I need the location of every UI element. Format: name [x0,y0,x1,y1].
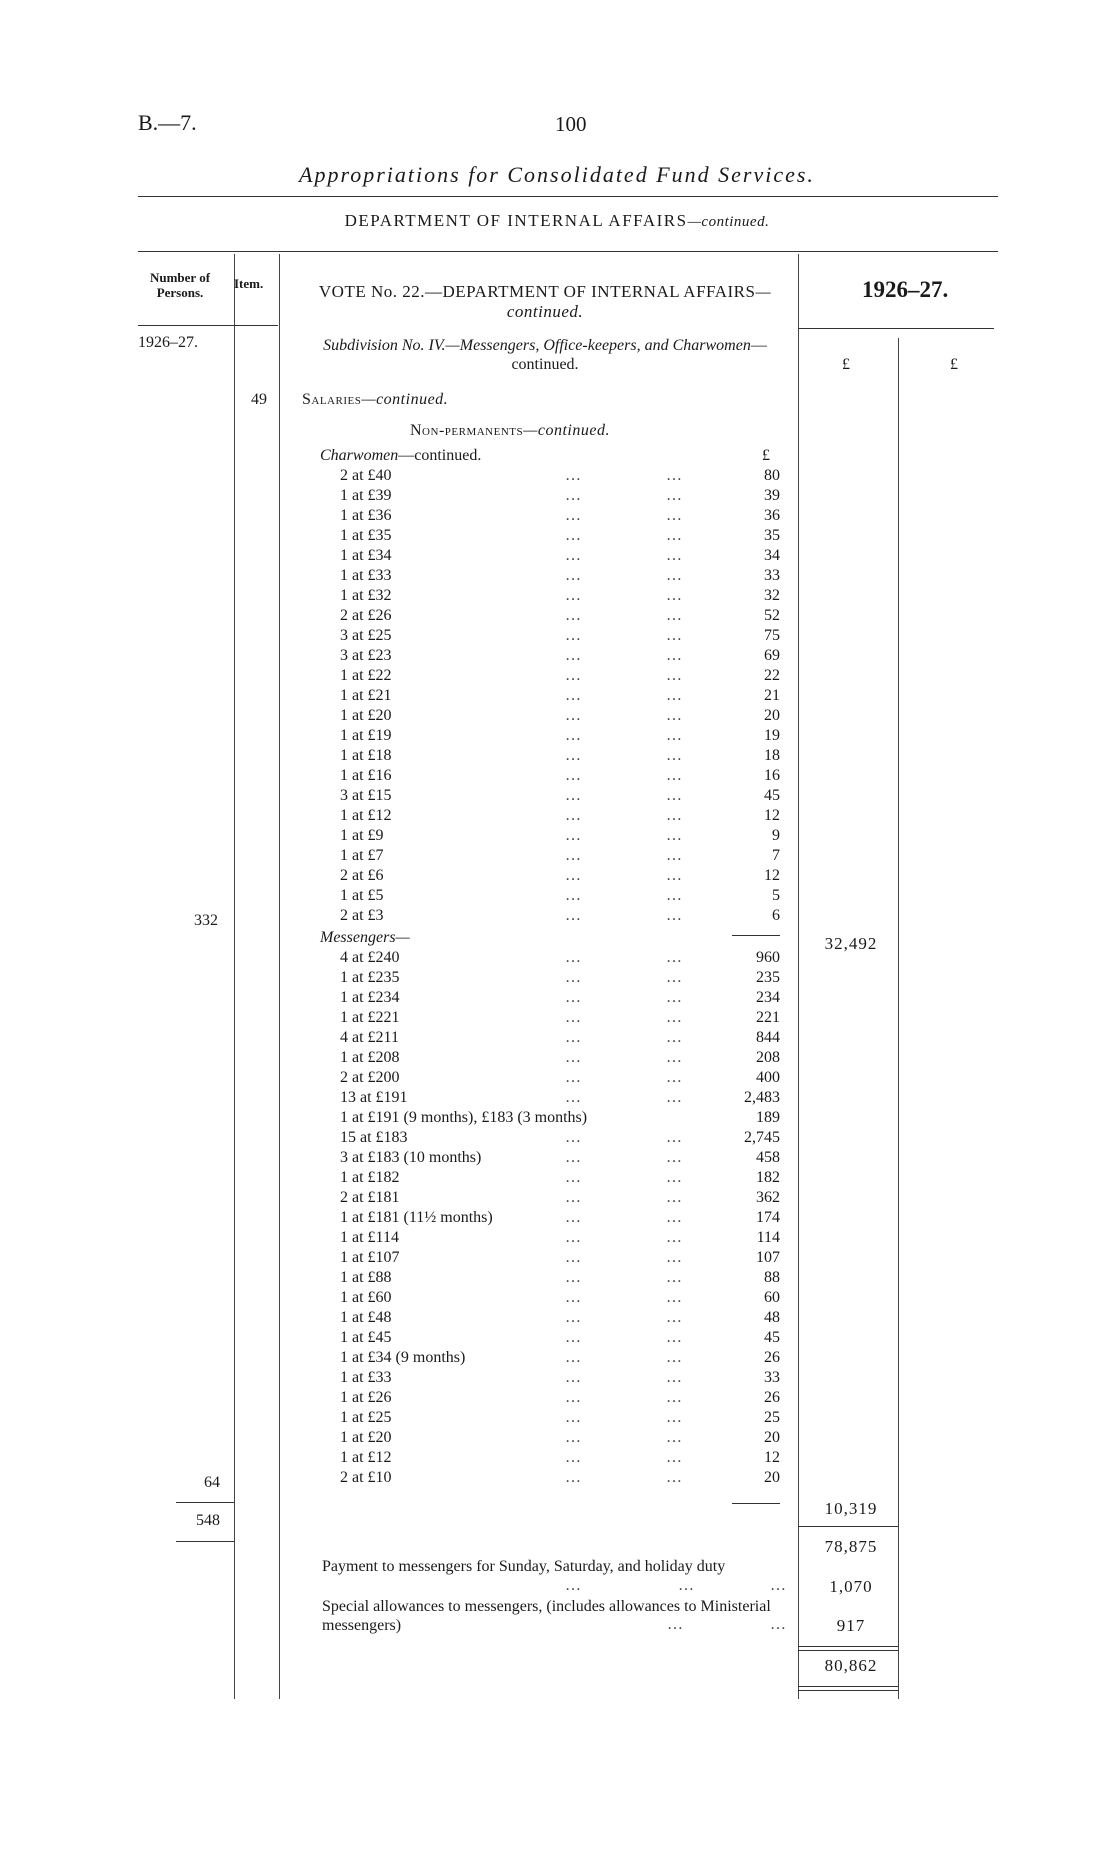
row-amount: 33 [764,567,780,584]
table-top-rule [138,251,998,252]
row-amount: 2,483 [744,1089,780,1106]
row-label: 1 at £181 (11½ months) [340,1209,493,1226]
row-label: 1 at £22 [340,667,392,684]
charwomen-total: 32,492 [824,934,878,953]
table-row [300,1408,780,1428]
item-number: 49 [251,391,267,408]
leader-dots: … [565,1029,582,1046]
table-row [300,766,780,786]
currency-symbol: £ [842,356,850,373]
leader-dots: … [666,1089,683,1106]
row-amount: 88 [764,1269,780,1286]
row-amount: 458 [756,1149,780,1166]
table-row [300,1448,780,1468]
leader-dots: … [666,1009,683,1026]
table-row [300,466,780,486]
grand-total: 80,862 [824,1656,878,1675]
row-label: 3 at £23 [340,647,392,664]
row-label: 1 at £60 [340,1289,392,1306]
row-label: 1 at £9 [340,827,384,844]
subdivision-heading: Subdivision No. IV.—Messengers, Office-keepers, and Charwomen—continued. [323,337,767,373]
table-row [300,1428,780,1448]
row-label: 2 at £200 [340,1069,400,1086]
row-amount: 6 [772,907,780,924]
leader-dots: … [666,1189,683,1206]
table-row [300,1128,780,1148]
leader-dots: … [565,1269,582,1286]
table-row [300,486,780,506]
leader-dots: … [565,1389,582,1406]
header-rule-left [138,325,278,326]
row-amount: 234 [756,989,780,1006]
leader-dots: … [565,687,582,704]
row-label: 1 at £234 [340,989,400,1006]
leader-dots: … [666,747,683,764]
leader-dots: … [565,1189,582,1206]
row-label: 1 at £7 [340,847,384,864]
leader-dots: … [565,727,582,744]
table-row [300,1308,780,1328]
charwomen-persons: 332 [194,912,218,929]
leader-dots: … [565,647,582,664]
table-row [300,806,780,826]
row-label: 1 at £32 [340,587,392,604]
leader-dots: … [565,1209,582,1226]
table-row [300,1268,780,1288]
table-row [300,1348,780,1368]
row-label: 1 at £12 [340,807,392,824]
leader-dots: … [565,1469,582,1486]
table-row [300,1028,780,1048]
leader-dots: … [666,1269,683,1286]
leader-dots: … [666,1409,683,1426]
row-label: 3 at £15 [340,787,392,804]
row-amount: 16 [764,767,780,784]
leader-dots: … [667,1616,683,1633]
row-amount: 107 [756,1249,780,1266]
row-amount: 960 [756,949,780,966]
leader-dots: … [666,1389,683,1406]
leader-dots: … [666,1289,683,1306]
leader-dots: … [565,507,582,524]
row-label: 1 at £34 (9 months) [340,1349,466,1366]
row-label: 1 at £26 [340,1389,392,1406]
row-amount: 36 [764,507,780,524]
row-amount: 208 [756,1049,780,1066]
row-label: 1 at £20 [340,707,392,724]
leader-dots: … [565,1169,582,1186]
row-amount: 48 [764,1309,780,1326]
row-label: 1 at £12 [340,1449,392,1466]
table-row [300,1168,780,1188]
leader-dots: … [565,1049,582,1066]
row-label: 1 at £16 [340,767,392,784]
table-row [300,666,780,686]
table-row [300,1288,780,1308]
row-amount: 45 [764,787,780,804]
leader-dots: … [666,567,683,584]
leader-dots: … [565,767,582,784]
table-row [300,586,780,606]
leader-dots: … [666,1349,683,1366]
currency-symbol: £ [950,356,958,373]
leader-dots: … [666,867,683,884]
leader-dots: … [565,547,582,564]
table-row [300,646,780,666]
row-label: 2 at £40 [340,467,392,484]
grand-total-rule [798,1686,898,1687]
leader-dots: … [666,787,683,804]
leader-dots: … [666,949,683,966]
leader-dots: … [565,1249,582,1266]
leader-dots: … [666,1369,683,1386]
leader-dots: … [565,1349,582,1366]
row-amount: 69 [764,647,780,664]
row-amount: 52 [764,607,780,624]
page-title: Appropriations for Consolidated Fund Services. [299,162,815,187]
table-row [300,686,780,706]
table-row [300,1368,780,1388]
document-reference: B.—7. [138,110,197,135]
leader-dots: … [666,887,683,904]
leader-dots: … [565,907,582,924]
row-amount: 20 [764,1469,780,1486]
leader-dots: … [565,587,582,604]
payment-amount: 1,070 [829,1577,873,1596]
row-label: 2 at £26 [340,607,392,624]
leader-dots: … [666,527,683,544]
row-amount: 35 [764,527,780,544]
subtotal-rule [732,935,780,936]
leader-dots: … [565,827,582,844]
leader-dots: … [565,969,582,986]
leader-dots: … [565,867,582,884]
leader-dots: … [565,1129,582,1146]
leader-dots: … [666,1169,683,1186]
leader-dots: … [666,507,683,524]
row-amount: 12 [764,1449,780,1466]
leader-dots: … [666,707,683,724]
leader-dots: … [565,1449,582,1466]
row-label: 1 at £36 [340,507,392,524]
leader-dots: … [770,1616,786,1633]
row-label: 15 at £183 [340,1129,408,1146]
row-amount: 9 [772,827,780,844]
leader-dots: … [666,1309,683,1326]
table-row [300,606,780,626]
leader-dots: … [666,1029,683,1046]
salaries-heading: Salaries—continued. [302,391,449,408]
table-row [300,1208,780,1228]
table-row [300,948,780,968]
row-label: 1 at £21 [340,687,392,704]
row-amount: 60 [764,1289,780,1306]
row-amount: 32 [764,587,780,604]
leader-dots: … [565,487,582,504]
header-number-of-persons: Number of Persons. [149,270,211,300]
row-amount: 2,745 [744,1129,780,1146]
special-allowances-amount: 917 [836,1616,866,1635]
leader-dots: … [565,527,582,544]
leader-dots: … [565,1409,582,1426]
row-amount: 21 [764,687,780,704]
row-label: 1 at £182 [340,1169,400,1186]
leader-dots: … [565,667,582,684]
row-amount: 39 [764,487,780,504]
row-label: 2 at £3 [340,907,384,924]
row-amount: 25 [764,1409,780,1426]
row-label: 3 at £25 [340,627,392,644]
row-label: 1 at £107 [340,1249,400,1266]
row-amount: 26 [764,1389,780,1406]
row-label: 1 at £19 [340,727,392,744]
table-row [300,746,780,766]
leader-dots: … [565,607,582,624]
messengers-total: 10,319 [824,1499,878,1518]
table-row [300,1088,780,1108]
column-rule-persons [234,254,235,1699]
row-label: 1 at £39 [340,487,392,504]
leader-dots: … [666,1069,683,1086]
column-rule-amount-1 [798,254,799,1699]
row-label: 1 at £45 [340,1329,392,1346]
leader-dots: … [666,1469,683,1486]
row-label: 2 at £181 [340,1189,400,1206]
table-row [300,506,780,526]
row-amount: 189 [756,1109,780,1126]
row-label: 1 at £25 [340,1409,392,1426]
vote-heading: VOTE No. 22.—DEPARTMENT OF INTERNAL AFFAIRS—continued. [318,282,772,321]
table-row [300,566,780,586]
messengers-persons: 64 [204,1474,220,1491]
table-row [300,1228,780,1248]
leader-dots: … [565,1069,582,1086]
special-allowances-label: Special allowances to messengers, (includes allowances to Ministerial messengers) [322,1598,771,1634]
leader-dots: … [666,767,683,784]
messengers-heading: Messengers— [320,929,410,946]
row-label: 1 at £5 [340,887,384,904]
row-label: 4 at £240 [340,949,400,966]
leader-dots: … [666,1149,683,1166]
table-row [300,1468,780,1488]
table-row [300,826,780,846]
row-amount: 34 [764,547,780,564]
leader-dots: … [565,807,582,824]
row-amount: 235 [756,969,780,986]
leader-dots: … [666,1229,683,1246]
leader-dots: … [565,1009,582,1026]
row-amount: 22 [764,667,780,684]
persons-total-rule [176,1502,234,1503]
table-row [300,1048,780,1068]
table-row [300,626,780,646]
leader-dots: … [666,587,683,604]
row-amount: 45 [764,1329,780,1346]
leader-dots: … [666,1129,683,1146]
leader-dots: … [666,607,683,624]
row-amount: 18 [764,747,780,764]
row-label: 1 at £208 [340,1049,400,1066]
leader-dots: … [565,1577,581,1594]
currency-symbol: £ [762,447,770,464]
table-row [300,546,780,566]
leader-dots: … [565,787,582,804]
leader-dots: … [666,627,683,644]
grand-total-rule [798,1650,898,1651]
leader-dots: … [770,1577,786,1594]
column-rule-amount-2 [898,338,899,1699]
row-amount: 12 [764,867,780,884]
row-amount: 80 [764,467,780,484]
subtotal-amount: 78,875 [824,1537,878,1556]
row-label: 1 at £221 [340,1009,400,1026]
row-label: 1 at £33 [340,1369,392,1386]
row-label: 1 at £48 [340,1309,392,1326]
header-rule-right [798,328,994,329]
leader-dots: … [666,647,683,664]
row-amount: 400 [756,1069,780,1086]
table-row [300,1388,780,1408]
non-permanents-heading: Non-permanents—continued. [410,422,610,439]
leader-dots: … [666,487,683,504]
table-row [300,906,780,926]
leader-dots: … [565,1289,582,1306]
table-row [300,1328,780,1348]
row-amount: 20 [764,707,780,724]
table-row [300,1068,780,1088]
leader-dots: … [666,989,683,1006]
leader-dots: … [666,1209,683,1226]
table-row [300,726,780,746]
leader-dots: … [666,827,683,844]
row-label: 1 at £18 [340,747,392,764]
row-label: 1 at £34 [340,547,392,564]
row-amount: 20 [764,1429,780,1446]
leader-dots: … [565,1429,582,1446]
page-number: 100 [555,112,587,136]
payment-label: Payment to messengers for Sunday, Saturday, and holiday duty [322,1558,726,1575]
leader-dots: … [678,1577,694,1594]
leader-dots: … [565,1089,582,1106]
table-row [300,1248,780,1268]
row-label: 2 at £10 [340,1469,392,1486]
row-amount: 844 [756,1029,780,1046]
row-amount: 362 [756,1189,780,1206]
leader-dots: … [565,847,582,864]
leader-dots: … [565,1309,582,1326]
department-heading: DEPARTMENT OF INTERNAL AFFAIRS—continued. [344,211,770,230]
row-label: 1 at £33 [340,567,392,584]
row-label: 4 at £211 [340,1029,399,1046]
leader-dots: … [666,1329,683,1346]
grand-total-rule [798,1646,898,1647]
persons-total-rule [176,1541,234,1542]
charwomen-heading: Charwomen—continued. [320,447,482,464]
row-label: 3 at £183 (10 months) [340,1149,482,1166]
row-label: 1 at £191 (9 months), £183 (3 months) [340,1109,588,1126]
table-row [300,786,780,806]
table-row [300,886,780,906]
table-row [300,968,780,988]
row-amount: 182 [756,1169,780,1186]
leader-dots: … [666,1249,683,1266]
leader-dots: … [565,989,582,1006]
row-amount: 5 [772,887,780,904]
leader-dots: … [666,1049,683,1066]
leader-dots: … [565,707,582,724]
header-item: Item. [234,276,264,291]
persons-total: 548 [196,1512,220,1529]
table-row [300,866,780,886]
row-amount: 26 [764,1349,780,1366]
leader-dots: … [666,667,683,684]
subtotal-rule [732,1503,780,1504]
title-rule [138,196,998,197]
row-label: 1 at £88 [340,1269,392,1286]
row-label: 1 at £20 [340,1429,392,1446]
leader-dots: … [565,1369,582,1386]
leader-dots: … [666,907,683,924]
leader-dots: … [666,687,683,704]
leader-dots: … [666,1449,683,1466]
table-row [300,988,780,1008]
row-label: 13 at £191 [340,1089,408,1106]
column-rule-item [279,254,280,1699]
table-row [300,526,780,546]
leader-dots: … [666,547,683,564]
leader-dots: … [565,1229,582,1246]
row-amount: 12 [764,807,780,824]
row-amount: 75 [764,627,780,644]
year-heading: 1926–27. [862,277,949,302]
leader-dots: … [565,467,582,484]
persons-year: 1926–27. [138,334,198,351]
table-row [300,706,780,726]
leader-dots: … [666,467,683,484]
leader-dots: … [666,807,683,824]
leader-dots: … [666,1429,683,1446]
leader-dots: … [565,1149,582,1166]
row-label: 1 at £235 [340,969,400,986]
row-label: 1 at £35 [340,527,392,544]
row-amount: 7 [772,847,780,864]
table-row [300,1188,780,1208]
row-amount: 221 [756,1009,780,1026]
row-amount: 114 [756,1229,780,1246]
leader-dots: … [666,727,683,744]
table-row [300,1108,780,1128]
leader-dots: … [666,847,683,864]
leader-dots: … [565,567,582,584]
leader-dots: … [565,1329,582,1346]
table-row [300,846,780,866]
grand-total-rule [798,1690,898,1691]
leader-dots: … [565,887,582,904]
leader-dots: … [565,627,582,644]
row-label: 2 at £6 [340,867,384,884]
row-label: 1 at £114 [340,1229,399,1246]
leader-dots: … [565,747,582,764]
table-row [300,1148,780,1168]
leader-dots: … [666,969,683,986]
row-amount: 19 [764,727,780,744]
subtotal-rule [798,1526,898,1527]
row-amount: 174 [756,1209,780,1226]
leader-dots: … [565,949,582,966]
row-amount: 33 [764,1369,780,1386]
table-row [300,1008,780,1028]
